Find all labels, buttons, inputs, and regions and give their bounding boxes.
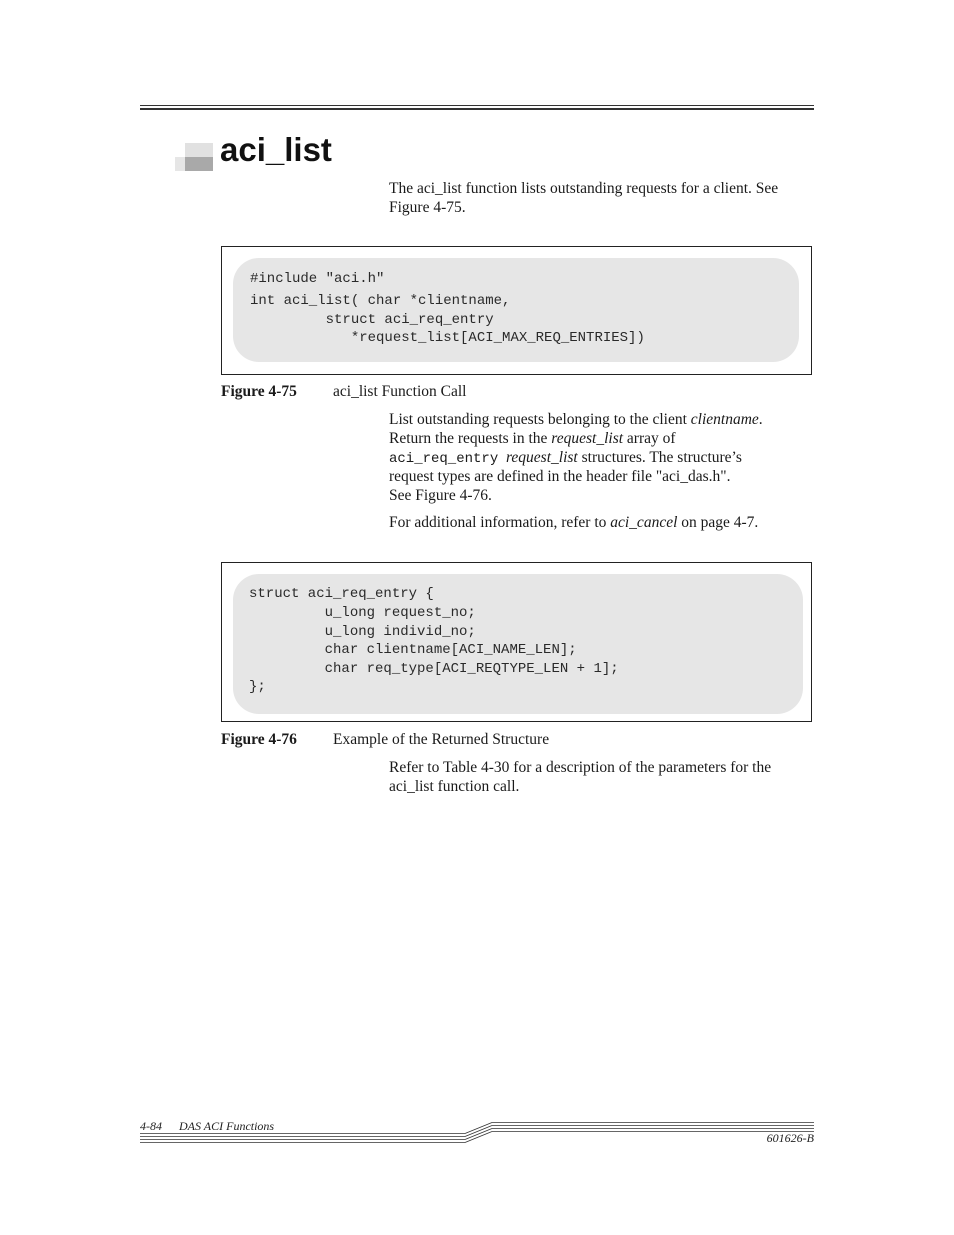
text-run: Return the requests in the xyxy=(389,429,552,447)
code-block xyxy=(233,574,803,714)
text-run: See Figure 4-76. xyxy=(389,487,492,505)
code-line: *request_list[ACI_MAX_REQ_ENTRIES]) xyxy=(250,330,645,346)
code-line: #include "aci.h" xyxy=(250,271,385,287)
struct-name: aci_req_entry xyxy=(389,450,499,467)
figure-number: Figure 4-75 xyxy=(221,383,297,400)
code-line: char clientname[ACI_NAME_LEN]; xyxy=(249,642,577,658)
footer-rule xyxy=(140,1120,814,1146)
code-line: u_long request_no; xyxy=(249,605,476,621)
document-id: 601626-B xyxy=(766,1131,814,1145)
figure-number: Figure 4-76 xyxy=(221,731,297,748)
code-line: int aci_list( char *clientname, xyxy=(250,293,511,309)
text-run: array of xyxy=(623,429,676,447)
param-name: clientname xyxy=(690,411,759,428)
header-rule-thick xyxy=(140,108,814,110)
page-title: aci_list xyxy=(220,131,332,168)
text-run: List outstanding requests belonging to the client xyxy=(389,411,691,428)
closing-paragraph: Refer to Table 4-30 for a description of the parameters for the aci_list function call. xyxy=(389,759,772,795)
code-figure-frame xyxy=(221,562,812,722)
reference-link[interactable]: aci_cancel xyxy=(610,514,678,531)
code-line: struct aci_req_entry { xyxy=(249,586,434,602)
text-run: request types are defined in the header file "aci_das.h". xyxy=(389,468,731,486)
code-figure-frame xyxy=(221,246,812,375)
page-number: 4-84 xyxy=(140,1119,162,1133)
code-line: struct aci_req_entry xyxy=(250,312,494,328)
code-line: char req_type[ACI_REQTYPE_LEN + 1]; xyxy=(249,661,619,677)
param-name: request_list xyxy=(505,448,578,466)
text-run: For additional information, refer to xyxy=(389,514,611,531)
code-line: u_long individ_no; xyxy=(249,624,476,640)
reference-paragraph xyxy=(389,514,815,533)
param-name: request_list xyxy=(551,429,624,447)
description-paragraph xyxy=(389,411,815,506)
text-run: . xyxy=(758,411,763,428)
section-marker-icon xyxy=(175,143,215,171)
figure-caption: aci_list Function Call xyxy=(333,383,467,400)
text-run: structures. The structure’s xyxy=(577,448,742,466)
code-line: }; xyxy=(249,679,266,695)
header-rule xyxy=(140,105,814,106)
figure-caption: Example of the Returned Structure xyxy=(333,731,550,748)
code-block xyxy=(233,258,799,362)
text-run: on page 4-7. xyxy=(677,514,759,531)
intro-paragraph: The aci_list function lists outstanding requests for a client. See Figure 4-75. xyxy=(389,180,779,216)
chapter-title: DAS ACI Functions xyxy=(179,1119,275,1133)
